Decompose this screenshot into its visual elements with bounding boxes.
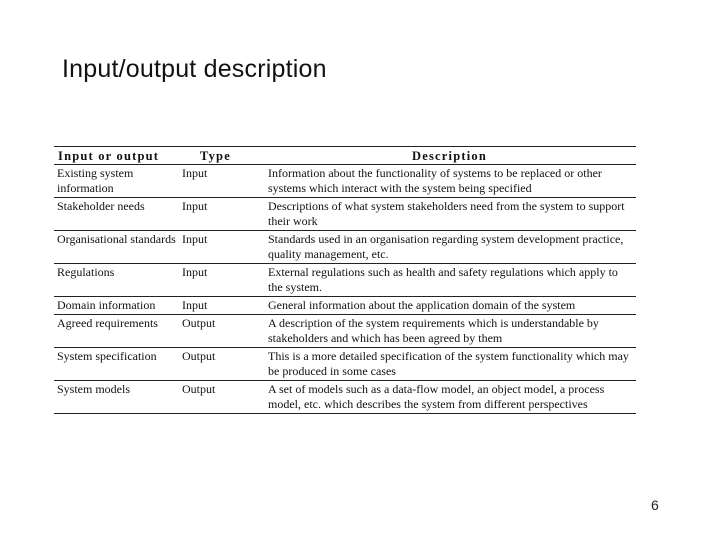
row-type: Input xyxy=(180,264,262,297)
table-row xyxy=(54,198,636,231)
header-input-or-output: Input or output xyxy=(54,147,180,165)
table-row xyxy=(54,381,636,414)
table-row xyxy=(54,231,636,264)
row-name: System specification xyxy=(54,348,180,381)
row-description: Standards used in an organisation regarding system development practice, quality management, etc. xyxy=(262,231,636,264)
table-row xyxy=(54,165,636,198)
row-type: Input xyxy=(180,165,262,198)
row-name: Domain information xyxy=(54,297,180,315)
row-name: Agreed requirements xyxy=(54,315,180,348)
table-row xyxy=(54,348,636,381)
row-name: Stakeholder needs xyxy=(54,198,180,231)
slide-title: Input/output description xyxy=(62,55,327,83)
row-name: Existing system information xyxy=(54,165,180,198)
row-name: System models xyxy=(54,381,180,414)
row-description: External regulations such as health and safety regulations which apply to the system. xyxy=(262,264,636,297)
row-description: Information about the functionality of systems to be replaced or other systems which interact with the system being specified xyxy=(262,165,636,198)
row-type: Output xyxy=(180,315,262,348)
table-row xyxy=(54,297,636,315)
row-description: A description of the system requirements which is understandable by stakeholders and which has been agreed by them xyxy=(262,315,636,348)
row-type: Input xyxy=(180,297,262,315)
row-type: Output xyxy=(180,348,262,381)
row-type: Output xyxy=(180,381,262,414)
header-type: Type xyxy=(180,147,262,165)
page-number: 6 xyxy=(651,497,659,513)
header-description: Description xyxy=(262,147,636,165)
row-type: Input xyxy=(180,198,262,231)
row-name: Regulations xyxy=(54,264,180,297)
row-description: This is a more detailed specification of the system functionality which may be produced in some cases xyxy=(262,348,636,381)
row-description: A set of models such as a data-flow model, an object model, a process model, etc. which describes the system from different perspectives xyxy=(262,381,636,414)
row-description: Descriptions of what system stakeholders need from the system to support their work xyxy=(262,198,636,231)
row-name: Organisational standards xyxy=(54,231,180,264)
table-header-row xyxy=(54,147,636,165)
table-row xyxy=(54,264,636,297)
row-description: General information about the application domain of the system xyxy=(262,297,636,315)
table-row xyxy=(54,315,636,348)
row-type: Input xyxy=(180,231,262,264)
io-description-table xyxy=(54,146,636,414)
